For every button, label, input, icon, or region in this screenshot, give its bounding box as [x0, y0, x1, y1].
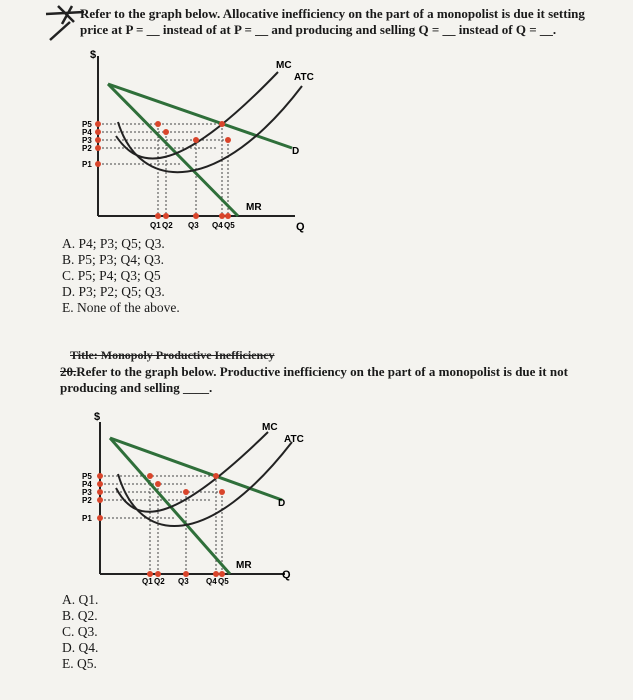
dot	[155, 121, 161, 127]
choice-d[interactable]: D. P3; P2; Q5; Q3.	[62, 284, 165, 299]
label-q2: Q2	[154, 577, 165, 586]
dot	[155, 213, 161, 219]
choice-e[interactable]: E. Q5.	[62, 656, 97, 671]
label-q3: Q3	[178, 577, 189, 586]
label-p2: P2	[82, 144, 92, 153]
dot	[95, 121, 101, 127]
label-p3: P3	[82, 136, 92, 145]
question-2-line1-text: Refer to the graph below. Productive inefficiency on the part of a monopolist is due it not	[76, 364, 568, 379]
dot	[219, 121, 225, 127]
dot	[213, 473, 219, 479]
question-2-text	[60, 364, 625, 396]
dot	[95, 145, 101, 151]
struck-number: 20.	[60, 364, 77, 379]
dot	[95, 137, 101, 143]
label-q2: Q2	[162, 221, 173, 230]
struck-title: Title: Monopoly Productive Inefficiency	[70, 348, 275, 362]
label-q1: Q1	[142, 577, 153, 586]
choice-e[interactable]: E. None of the above.	[62, 300, 180, 315]
choice-a[interactable]: A. Q1.	[62, 592, 99, 607]
monopoly-graph-1	[70, 44, 314, 234]
label-d: D	[292, 146, 300, 157]
choice-d[interactable]: D. Q4.	[62, 640, 99, 655]
label-p4: P4	[82, 128, 92, 137]
label-p4: P4	[82, 480, 92, 489]
label-q1: Q1	[150, 221, 161, 230]
dot	[97, 497, 103, 503]
dot	[97, 489, 103, 495]
dot	[225, 137, 231, 143]
dot	[225, 213, 231, 219]
dot	[219, 489, 225, 495]
choice-c[interactable]: C. P5; P4; Q3; Q5	[62, 268, 161, 283]
question-1-choices	[62, 236, 180, 316]
x-axis-label: Q	[296, 221, 305, 233]
label-mc: MC	[276, 60, 292, 71]
label-atc: ATC	[294, 72, 314, 83]
label-mr: MR	[236, 560, 252, 571]
dot	[193, 137, 199, 143]
label-atc: ATC	[284, 434, 304, 445]
dot	[97, 473, 103, 479]
choice-b[interactable]: B. Q2.	[62, 608, 98, 623]
dot	[95, 161, 101, 167]
question-2-choices	[62, 592, 98, 672]
monopoly-graph-2	[70, 408, 310, 594]
label-q5: Q5	[224, 221, 235, 230]
demand-curve	[108, 84, 292, 148]
choice-b[interactable]: B. P5; P3; Q4; Q3.	[62, 252, 165, 267]
dot	[95, 129, 101, 135]
label-q4: Q4	[212, 221, 223, 230]
dot	[97, 515, 103, 521]
label-d: D	[278, 498, 286, 509]
question-2-line1	[60, 364, 625, 380]
label-mc: MC	[262, 422, 278, 433]
dot	[219, 213, 225, 219]
question-1-line2: price at P = __ instead of at P = __ and producing and selling Q = __ instead of Q = __.	[80, 22, 557, 37]
y-axis-label: $	[90, 49, 97, 61]
dot	[163, 213, 169, 219]
label-q3: Q3	[188, 221, 199, 230]
dot	[155, 481, 161, 487]
dot	[163, 129, 169, 135]
x-axis-label: Q	[282, 569, 291, 581]
label-p2: P2	[82, 496, 92, 505]
choice-c[interactable]: C. Q3.	[62, 624, 98, 639]
question-1-text	[80, 6, 620, 38]
dot	[183, 489, 189, 495]
question-2-line2: producing and selling ____.	[60, 380, 213, 395]
atc-curve	[118, 86, 302, 172]
dot	[147, 473, 153, 479]
label-q4: Q4	[206, 577, 217, 586]
y-axis-label: $	[94, 411, 101, 423]
label-p3: P3	[82, 488, 92, 497]
label-p5: P5	[82, 120, 92, 129]
label-q5: Q5	[218, 577, 229, 586]
question-1-line1: Refer to the graph below. Allocative inefficiency on the part of a monopolist is due it setting	[80, 6, 585, 21]
dot	[97, 481, 103, 487]
label-p5: P5	[82, 472, 92, 481]
dot	[193, 213, 199, 219]
label-mr: MR	[246, 202, 262, 213]
label-p1: P1	[82, 160, 92, 169]
choice-a[interactable]: A. P4; P3; Q5; Q3.	[62, 236, 165, 251]
label-p1: P1	[82, 514, 92, 523]
